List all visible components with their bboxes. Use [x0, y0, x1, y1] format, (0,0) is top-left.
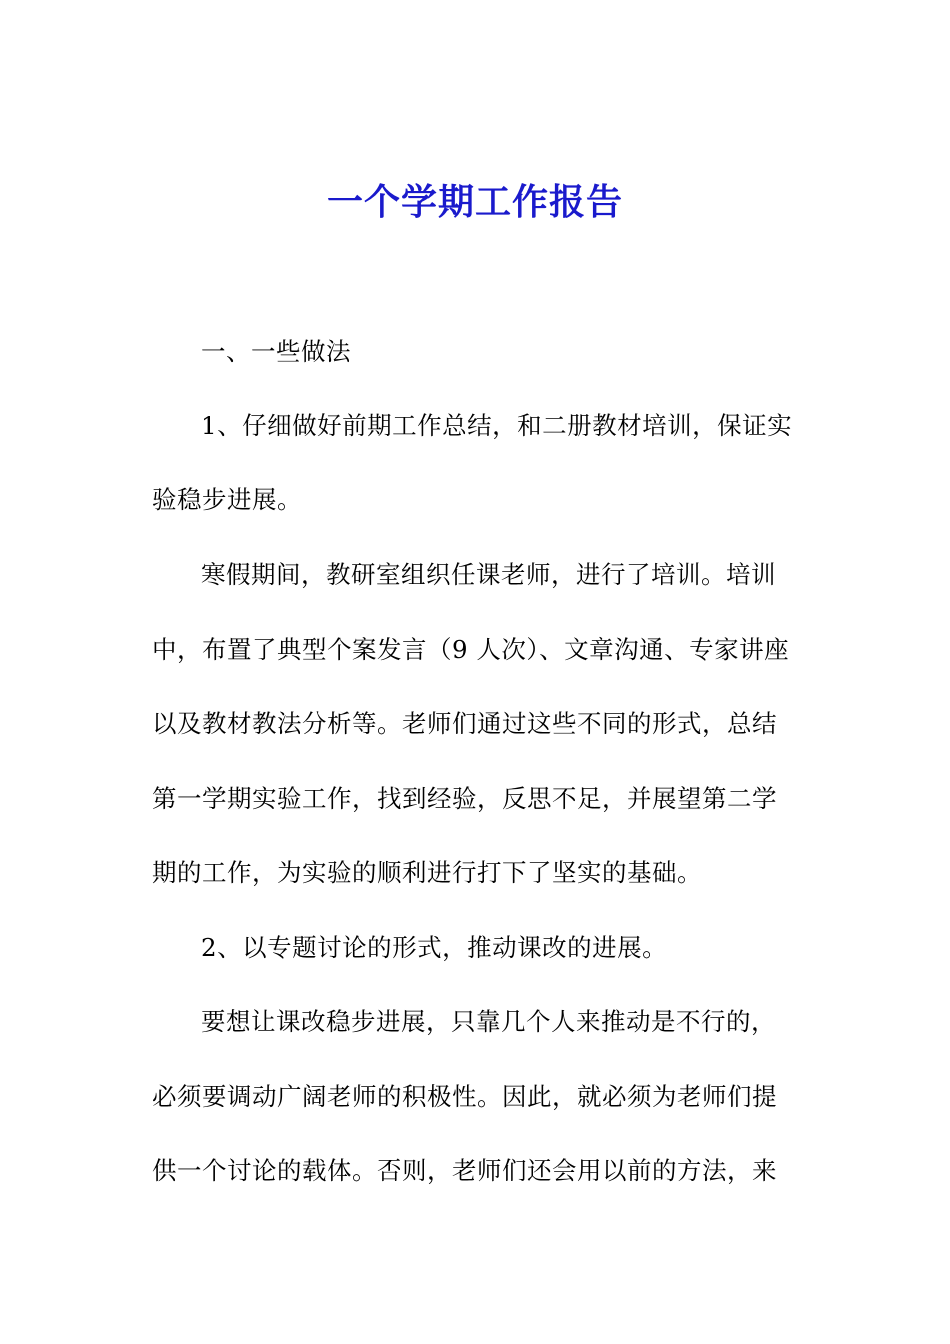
paragraph-line: 必须要调动广阔老师的积极性。因此，就必须为老师们提: [152, 1082, 777, 1111]
paragraph-line: 验稳步进展。: [152, 485, 302, 514]
paragraph-line: 1、仔细做好前期工作总结，和二册教材培训，保证实: [201, 411, 793, 440]
section-heading: 一、一些做法: [201, 337, 351, 366]
document-title: 一个学期工作报告: [326, 182, 623, 223]
paragraph-line: 要想让课改稳步进展，只靠几个人来推动是不行的，: [201, 1007, 776, 1036]
paragraph-line: 供一个讨论的载体。否则，老师们还会用以前的方法，来: [152, 1156, 777, 1185]
paragraph-line: 以及教材教法分析等。老师们通过这些不同的形式，总结: [152, 709, 777, 738]
paragraph-line: 寒假期间，教研室组织任课老师，进行了培训。培训: [201, 560, 776, 589]
paragraph-line: 第一学期实验工作，找到经验，反思不足，并展望第二学: [152, 784, 777, 813]
paragraph-line: 2、以专题讨论的形式，推动课改的进展。: [201, 933, 668, 962]
paragraph-line: 期的工作，为实验的顺利进行打下了坚实的基础。: [152, 858, 702, 887]
paragraph-line: 中，布置了典型个案发言（9 人次）、文章沟通、专家讲座: [152, 635, 790, 664]
